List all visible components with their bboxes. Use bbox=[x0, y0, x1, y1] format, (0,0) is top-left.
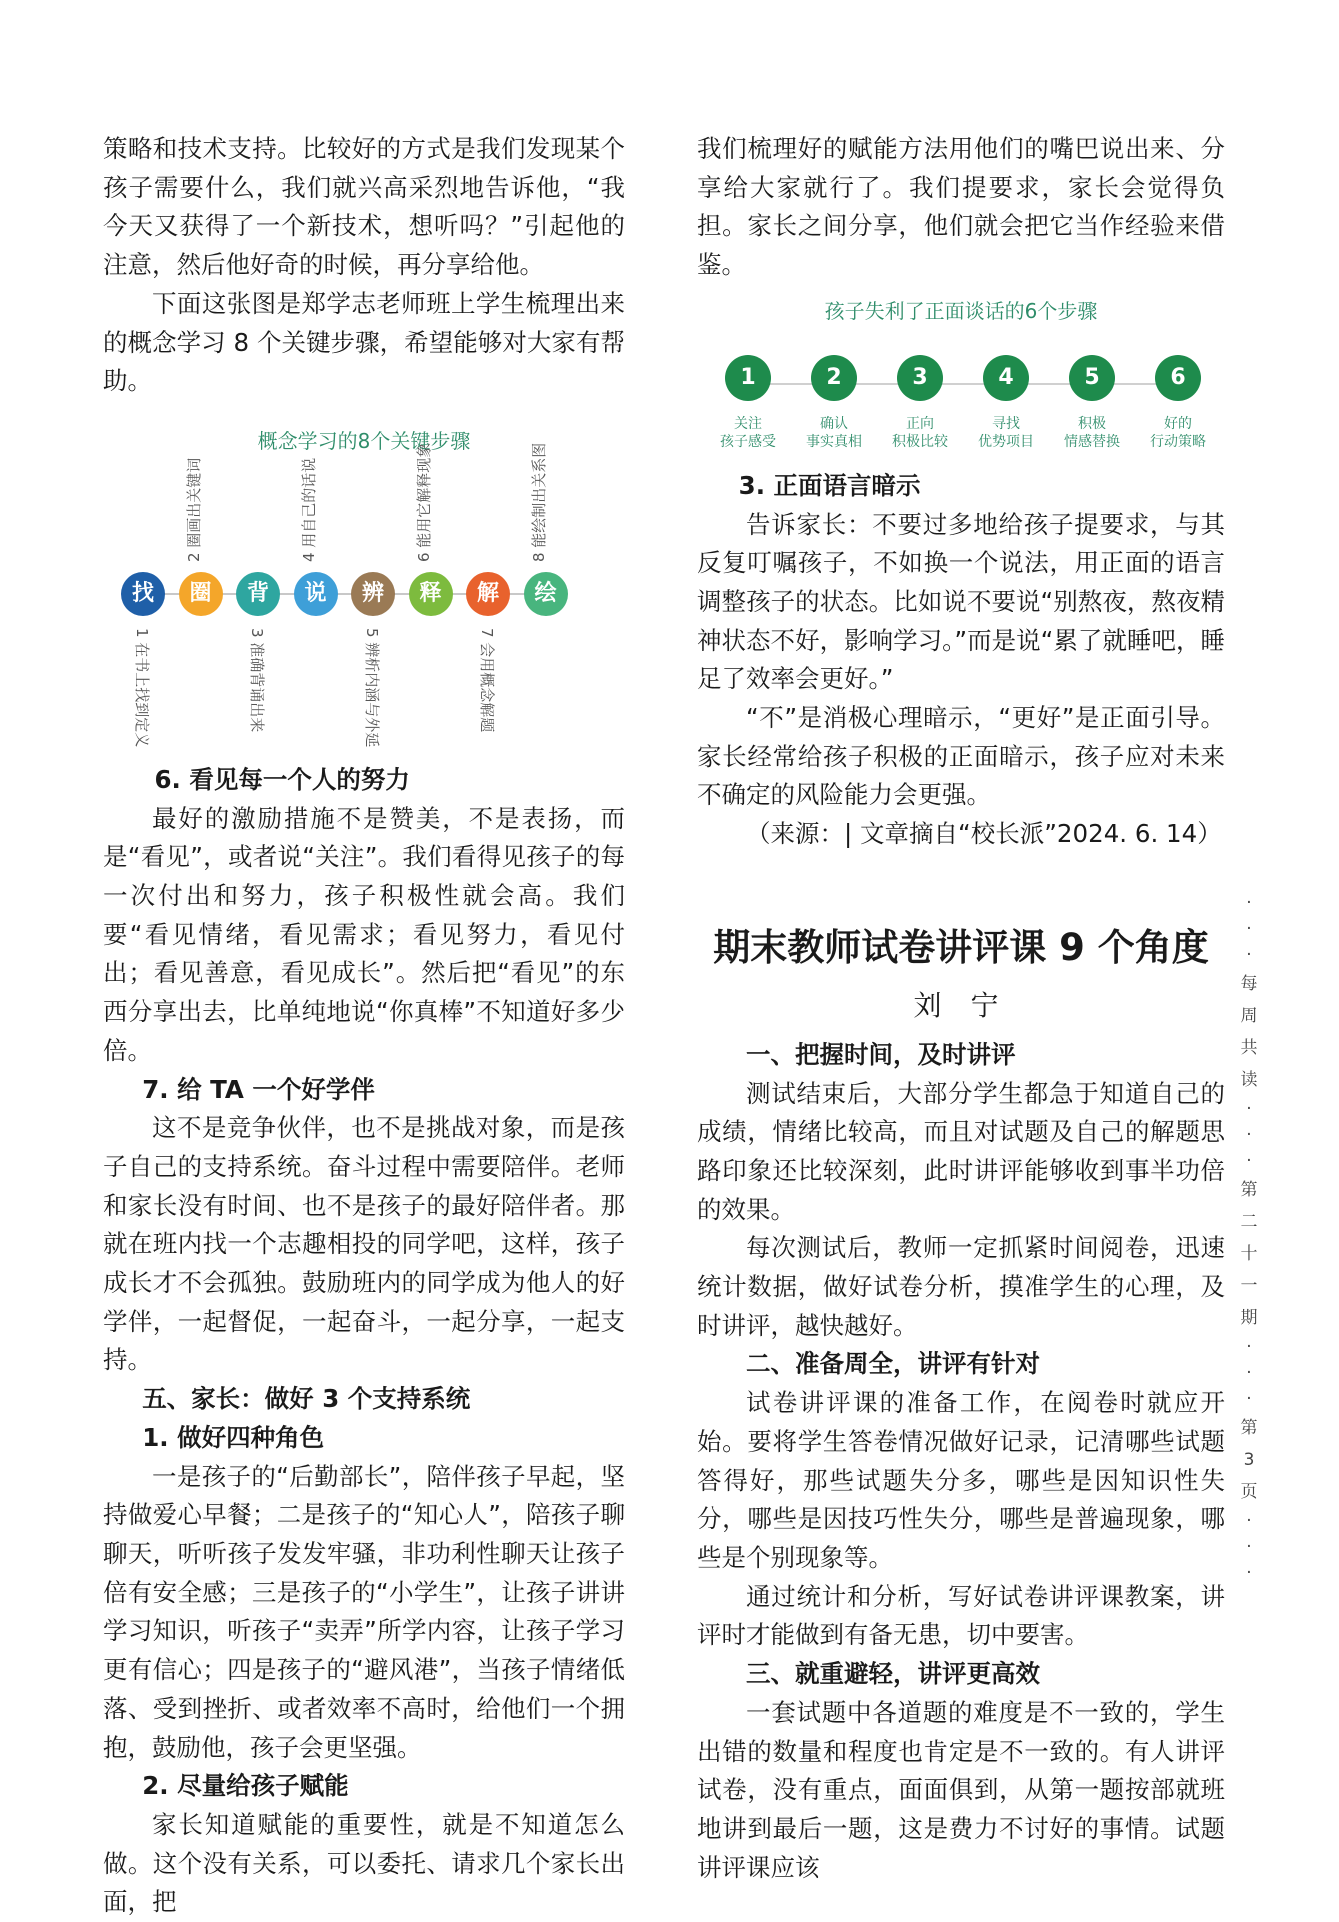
step-4 bbox=[958, 355, 1054, 451]
step-caption bbox=[786, 415, 882, 451]
step-caption-line2: 孩子感受 bbox=[720, 433, 776, 450]
section-heading: 7. 给 TA 一个好学伴 bbox=[142, 1074, 375, 1104]
section-heading: 6. 看见每一个人的努力 bbox=[154, 764, 410, 794]
right-column bbox=[697, 130, 1225, 1887]
paragraph: 策略和技术支持。比较好的方式是我们发现某个孩子需要什么，我们就兴高采烈地告诉他，“我今天又获得了一个新技术，想听吗？”引起他的注意，然后他好奇的时候，再分享给他。 bbox=[103, 134, 625, 280]
step-caption-line1: 寻找 bbox=[992, 415, 1020, 432]
diagram-node-7: 解 bbox=[466, 572, 510, 616]
diagram-node-4: 说 bbox=[294, 572, 338, 616]
step-number: 2 bbox=[811, 355, 857, 401]
sidebar-char: 读 bbox=[1240, 1070, 1258, 1090]
source-note: （来源：| 文章摘自“校长派”2024. 6. 14） bbox=[746, 819, 1222, 849]
step-number: 5 bbox=[1069, 355, 1115, 401]
step-3 bbox=[872, 355, 968, 451]
step-caption-line2: 事实真相 bbox=[806, 433, 862, 450]
paragraph: 一是孩子的“后勤部长”，陪伴孩子早起，坚持做爱心早餐；二是孩子的“知心人”，陪孩子聊聊天，听听孩子发发牢骚，非功利性聊天让孩子倍有安全感；三是孩子的“小学生”，让孩子讲讲学习知识，听孩子“卖弄”所学内容，让孩子学习更有信心；四是孩子的“避风港”，当孩子情绪低落、受到挫折、或者效率不高时，给他们一个拥抱，鼓励他，孩子会更坚强。 bbox=[103, 1461, 625, 1762]
article-title: 期末教师试卷讲评课 9 个角度 bbox=[713, 925, 1209, 969]
paragraph: 下面这张图是郑学志老师班上学生梳理出来的概念学习 8 个关键步骤，希望能够对大家有帮助。 bbox=[103, 288, 625, 396]
diagram-node-label: 5 辨析内涵与外延 bbox=[363, 627, 381, 748]
diagram-node-label: 2 圈画出关键词 bbox=[184, 457, 203, 562]
diagram-title: 概念学习的8个关键步骤 bbox=[257, 428, 471, 453]
step-6 bbox=[1130, 355, 1226, 451]
sidebar-dot: · bbox=[1246, 1151, 1252, 1171]
sidebar-char: 一 bbox=[1240, 1276, 1258, 1296]
sidebar-dot: · bbox=[1246, 1125, 1252, 1145]
step-caption-line2: 行动策略 bbox=[1150, 433, 1206, 450]
sidebar-dot: · bbox=[1246, 1563, 1252, 1583]
sidebar-char: 二 bbox=[1240, 1212, 1258, 1232]
sidebar-dot: · bbox=[1246, 1389, 1252, 1409]
sidebar-char: 每 bbox=[1240, 974, 1258, 994]
paragraph: 最好的激励措施不是赞美，不是表扬，而是“看见”，或者说“关注”。我们看得见孩子的每一次付出和努力，孩子积极性就会高。我们要“看见情绪，看见需求；看见努力，看见付出；看见善意，看见成长”。然后把“看见”的东西分享出去，比单纯地说“你真棒”不知道好多少倍。 bbox=[103, 803, 625, 1065]
sidebar-char: 页 bbox=[1240, 1482, 1258, 1502]
section-heading: 一、把握时间，及时讲评 bbox=[746, 1039, 1016, 1069]
section-heading: 1. 做好四种角色 bbox=[142, 1422, 325, 1452]
section-heading: 三、就重避轻，讲评更高效 bbox=[746, 1659, 1040, 1689]
diagram-node-label: 8 能绘制出关系图 bbox=[529, 442, 548, 562]
six-steps-diagram bbox=[697, 295, 1225, 467]
step-caption-line2: 积极比较 bbox=[892, 433, 948, 450]
paragraph: 这不是竞争伙伴，也不是挑战对象，而是孩子自己的支持系统。奋斗过程中需要陪伴。老师和家长没有时间、也不是孩子的最好陪伴者。那就在班内找一个志趣相投的同学吧，这样，孩子成长才不会孤独。鼓励班内的同学成为他人的好学伴，一起督促，一起奋斗，一起分享，一起支持。 bbox=[103, 1113, 625, 1375]
diagram-node-5: 辨 bbox=[351, 572, 395, 616]
diagram-node-label: 6 能用它解释现象 bbox=[414, 442, 433, 562]
issue-sidebar bbox=[1236, 890, 1262, 1586]
paragraph: 我们梳理好的赋能方法用他们的嘴巴说出来、分享给大家就行了。我们提要求，家长会觉得负担。家长之间分享，他们就会把它当作经验来借鉴。 bbox=[697, 134, 1225, 280]
sidebar-char: 共 bbox=[1240, 1038, 1258, 1058]
paragraph: 试卷讲评课的准备工作，在阅卷时就应开始。要将学生答卷情况做好记录，记清哪些试题答得好，那些试题失分多，哪些是因知识性失分，哪些是因技巧性失分，哪些是普遍现象，哪些是个别现象等。 bbox=[697, 1388, 1225, 1572]
step-caption bbox=[700, 415, 796, 451]
step-5 bbox=[1044, 355, 1140, 451]
diagram-node-2: 圈 bbox=[179, 572, 223, 616]
diagram-node-label: 1 在书上找到定义 bbox=[133, 627, 151, 748]
diagram-node-1: 找 bbox=[121, 572, 165, 616]
step-caption bbox=[872, 415, 968, 451]
sidebar-dot: · bbox=[1246, 919, 1252, 939]
section-heading: 二、准备周全，讲评有针对 bbox=[746, 1349, 1040, 1379]
sidebar-char: 第 bbox=[1240, 1180, 1258, 1200]
diagram-node-label: 4 用自己的话说 bbox=[299, 457, 318, 562]
step-caption bbox=[958, 415, 1054, 451]
step-caption-line1: 正向 bbox=[906, 415, 934, 432]
sidebar-dot: · bbox=[1246, 1363, 1252, 1383]
sidebar-dot: · bbox=[1246, 1511, 1252, 1531]
section-heading: 2. 尽量给孩子赋能 bbox=[142, 1771, 349, 1801]
paragraph: 测试结束后，大部分学生都急于知道自己的成绩，情绪比较高，而且对试题及自己的解题思路印象还比较深刻，此时讲评能够收到事半功倍的效果。 bbox=[697, 1078, 1225, 1224]
paragraph: 家长知道赋能的重要性，就是不知道怎么做。这个没有关系，可以委托、请求几个家长出面，把 bbox=[103, 1809, 625, 1917]
step-caption-line1: 好的 bbox=[1164, 415, 1192, 432]
step-caption-line1: 关注 bbox=[734, 415, 762, 432]
diagram-title: 孩子失利了正面谈话的6个步骤 bbox=[824, 298, 1098, 323]
step-number: 4 bbox=[983, 355, 1029, 401]
paragraph: 一套试题中各道题的难度是不一致的，学生出错的数量和程度也肯定是不一致的。有人讲评试卷，没有重点，面面俱到，从第一题按部就班地讲到最后一题，这是费力不讨好的事情。试题讲评课应该 bbox=[697, 1697, 1225, 1882]
step-caption-line2: 情感替换 bbox=[1064, 433, 1120, 450]
step-2 bbox=[786, 355, 882, 451]
sidebar-dot: · bbox=[1246, 893, 1252, 913]
diagram-node-6: 释 bbox=[409, 572, 453, 616]
diagram-node-3: 背 bbox=[236, 572, 280, 616]
step-number: 3 bbox=[897, 355, 943, 401]
sidebar-dot: · bbox=[1246, 945, 1252, 965]
step-caption bbox=[1044, 415, 1140, 451]
sidebar-char: 十 bbox=[1240, 1244, 1258, 1264]
step-1 bbox=[700, 355, 796, 451]
sidebar-char: 周 bbox=[1240, 1006, 1258, 1026]
paragraph: 通过统计和分析，写好试卷讲评课教案，讲评时才能做到有备无患，切中要害。 bbox=[697, 1581, 1225, 1650]
step-number: 6 bbox=[1155, 355, 1201, 401]
sidebar-char: 第 bbox=[1240, 1418, 1258, 1438]
left-column bbox=[103, 130, 625, 1922]
diagram-node-label: 7 会用概念解题 bbox=[478, 627, 496, 733]
diagram-node-label: 3 准确背诵出来 bbox=[248, 627, 266, 733]
author: 刘 宁 bbox=[913, 988, 1009, 1022]
section-heading: 五、家长：做好 3 个支持系统 bbox=[142, 1384, 471, 1414]
concept-learning-diagram bbox=[103, 421, 625, 761]
section-heading: 3. 正面语言暗示 bbox=[738, 470, 921, 500]
sidebar-char: 期 bbox=[1240, 1308, 1258, 1328]
step-caption-line1: 确认 bbox=[820, 415, 848, 432]
sidebar-dot: · bbox=[1246, 1337, 1252, 1357]
sidebar-char: 3 bbox=[1243, 1450, 1255, 1470]
step-caption bbox=[1130, 415, 1226, 451]
step-caption-line1: 积极 bbox=[1078, 415, 1106, 432]
paragraph: “不”是消极心理暗示，“更好”是正面引导。家长经常给孩子积极的正面暗示，孩子应对未来不确定的风险能力会更强。 bbox=[697, 703, 1225, 810]
diagram-node-8: 绘 bbox=[524, 572, 568, 616]
sidebar-dot: · bbox=[1246, 1099, 1252, 1119]
paragraph: 每次测试后，教师一定抓紧时间阅卷，迅速统计数据，做好试卷分析，摸准学生的心理，及时讲评，越快越好。 bbox=[697, 1233, 1225, 1340]
step-caption-line2: 优势项目 bbox=[978, 433, 1034, 450]
paragraph: 告诉家长：不要过多地给孩子提要求，与其反复叮嘱孩子，不如换一个说法，用正面的语言调整孩子的状态。比如说不要说“别熬夜，熬夜精神状态不好，影响学习。”而是说“累了就睡吧，睡足了效率会更好。” bbox=[697, 509, 1225, 694]
step-number: 1 bbox=[725, 355, 771, 401]
sidebar-dot: · bbox=[1246, 1537, 1252, 1557]
